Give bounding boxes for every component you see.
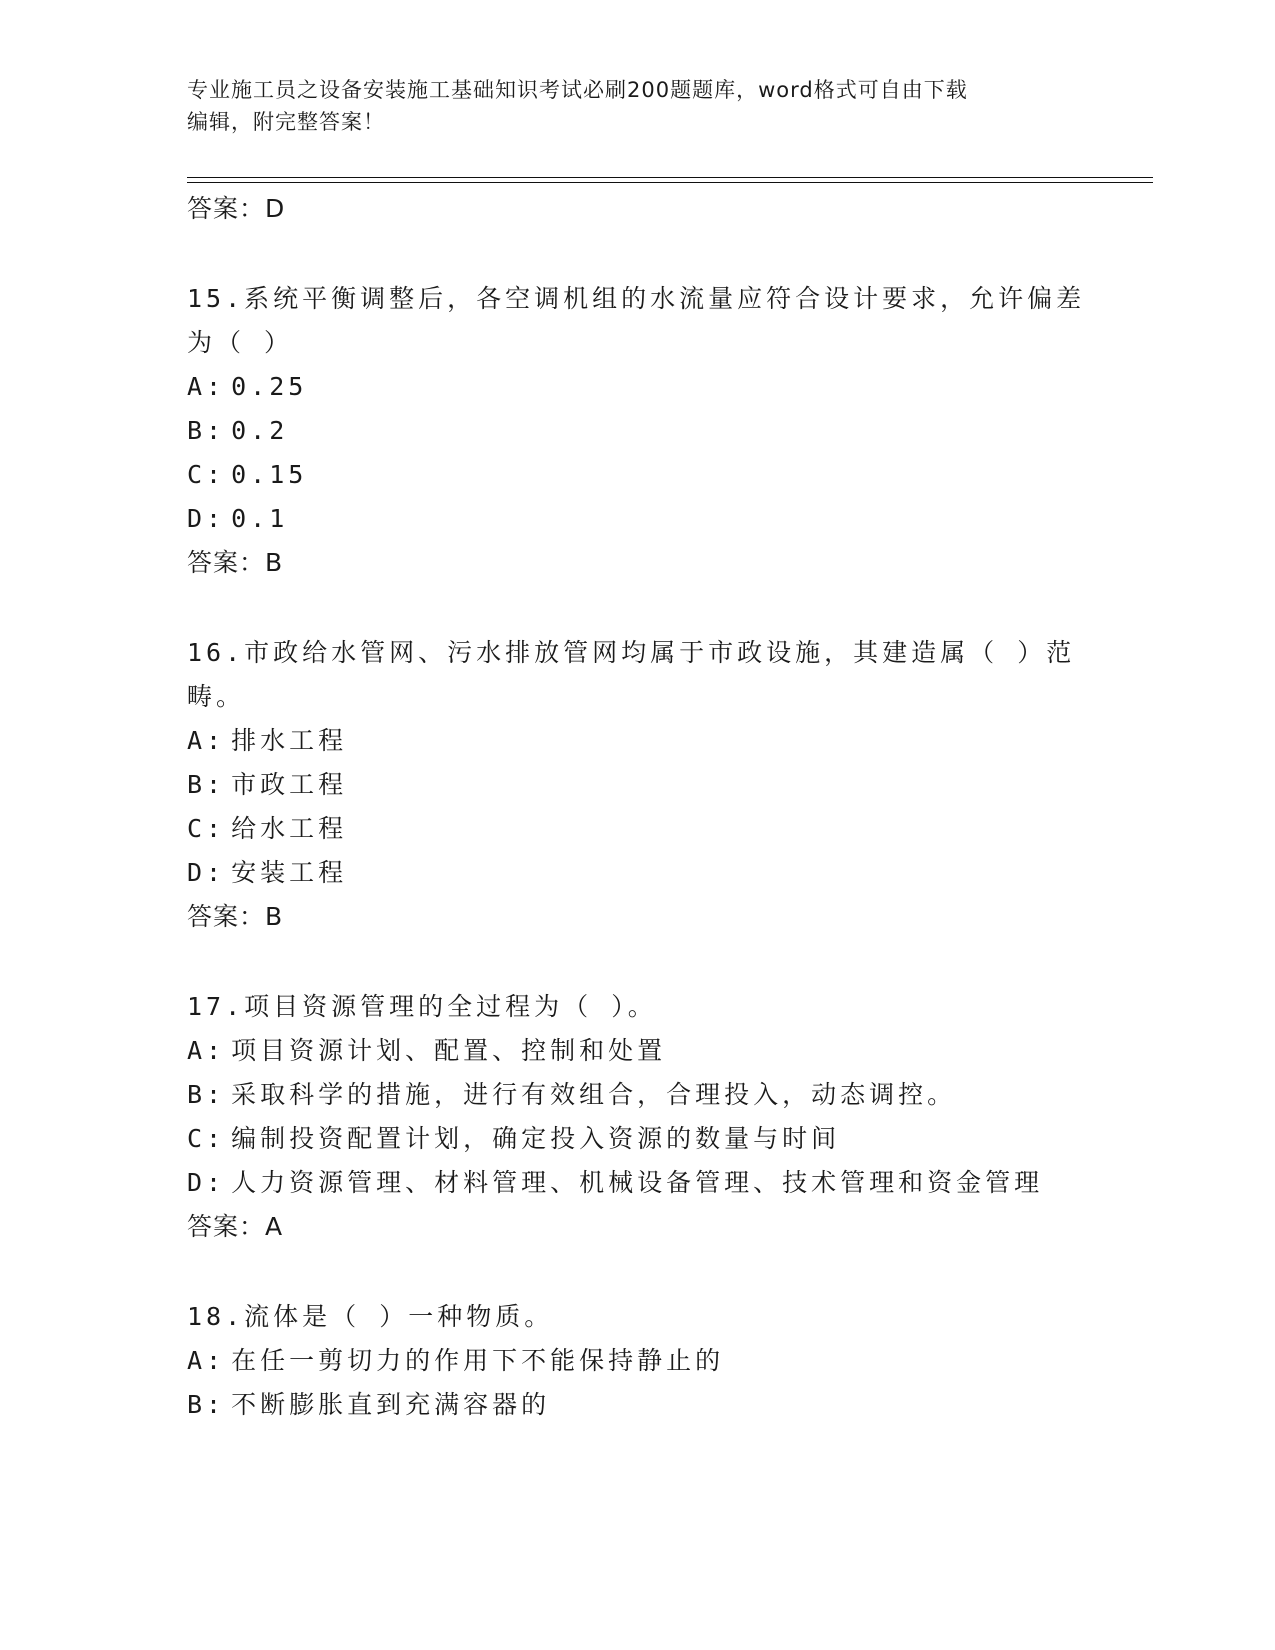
option-label: A: (187, 372, 226, 401)
question-17-option-a (187, 1034, 666, 1068)
question-16-option-c (187, 812, 347, 846)
option-text: 0.2 (231, 416, 289, 445)
option-label: B: (187, 770, 226, 799)
option-label: D: (187, 1168, 226, 1197)
option-text: 给水工程 (231, 814, 348, 843)
question-15-option-a (187, 370, 307, 404)
question-18-option-a (187, 1344, 724, 1378)
document-header-note (187, 74, 1067, 138)
option-label: A: (187, 1346, 226, 1375)
question-18-option-b (187, 1388, 550, 1422)
option-text: 0.15 (231, 460, 308, 489)
header-divider-top (187, 177, 1153, 178)
option-text: 0.1 (231, 504, 289, 533)
option-label: A: (187, 726, 226, 755)
question-15-option-b (187, 414, 288, 448)
option-label: D: (187, 504, 226, 533)
option-label: A: (187, 1036, 226, 1065)
question-16-stem-line-1: 16.市政给水管网、污水排放管网均属于市政设施，其建造属（ ）范 (187, 638, 1076, 667)
question-16-option-a (187, 724, 347, 758)
header-divider-bottom (187, 182, 1153, 183)
option-text: 排水工程 (231, 726, 348, 755)
question-16-stem-line-2: 畴。 (187, 682, 246, 711)
question-17-option-c (187, 1122, 840, 1156)
question-15-stem-line-2: 为（ ） (187, 328, 294, 357)
option-text: 0.25 (231, 372, 308, 401)
option-text: 在任一剪切力的作用下不能保持静止的 (231, 1346, 725, 1375)
option-label: C: (187, 814, 226, 843)
question-15-option-d (187, 502, 288, 536)
question-16-option-b (187, 768, 347, 802)
question-15-option-c (187, 458, 307, 492)
header-line-1: 专业施工员之设备安装施工基础知识考试必刷200题题库，word格式可自由下载 (187, 78, 968, 102)
option-text: 不断膨胀直到充满容器的 (231, 1390, 551, 1419)
option-text: 人力资源管理、材料管理、机械设备管理、技术管理和资金管理 (231, 1168, 1044, 1197)
question-17-option-b (187, 1078, 956, 1112)
option-label: C: (187, 460, 226, 489)
option-text: 项目资源计划、配置、控制和处置 (231, 1036, 667, 1065)
question-18-stem: 18.流体是（ ）一种物质。 (187, 1302, 554, 1331)
option-label: B: (187, 1390, 226, 1419)
option-label: D: (187, 858, 226, 887)
question-16-option-d (187, 856, 347, 890)
previous-answer: 答案：D (187, 194, 286, 223)
question-16-answer: 答案：B (187, 902, 284, 931)
option-text: 编制投资配置计划，确定投入资源的数量与时间 (231, 1124, 841, 1153)
option-label: B: (187, 1080, 226, 1109)
option-text: 安装工程 (231, 858, 348, 887)
header-line-2: 编辑，附完整答案！ (187, 110, 385, 134)
option-label: C: (187, 1124, 226, 1153)
option-text: 市政工程 (231, 770, 348, 799)
question-17-option-d (187, 1166, 1043, 1200)
option-label: B: (187, 416, 226, 445)
question-17-stem: 17.项目资源管理的全过程为（ ）。 (187, 992, 657, 1021)
option-text: 采取科学的措施，进行有效组合，合理投入，动态调控。 (231, 1080, 957, 1109)
question-17-answer: 答案：A (187, 1212, 284, 1241)
question-15-answer: 答案：B (187, 548, 284, 577)
question-15-stem-line-1: 15.系统平衡调整后，各空调机组的水流量应符合设计要求，允许偏差 (187, 284, 1086, 313)
